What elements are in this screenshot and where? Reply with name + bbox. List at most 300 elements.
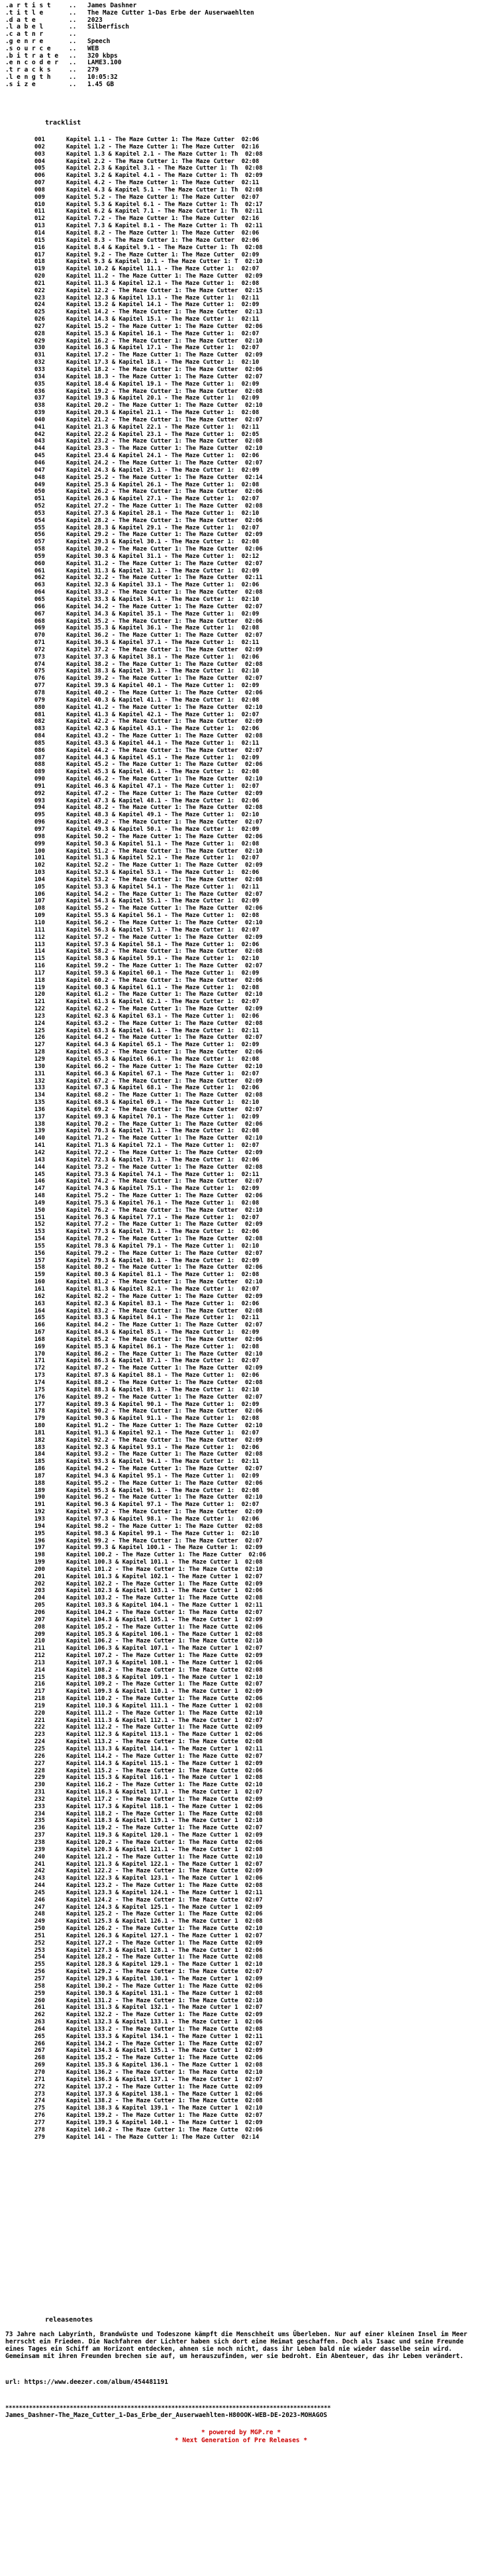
track-number: 089 <box>34 769 45 776</box>
track-row <box>34 1401 266 1409</box>
track-number: 017 <box>34 251 45 258</box>
track-title: Kapitel 55.2 - The Maze Cutter 1: The Maze Cutter 02:06 <box>66 905 263 912</box>
track-row <box>34 1458 266 1466</box>
track-title: Kapitel 62.2 - The Maze Cutter 1: The Maze Cutter 02:09 <box>66 1006 263 1013</box>
track-number: 035 <box>34 380 45 388</box>
track-title: Kapitel 116.3 & Kapitel 117.1 - The Maze Cutter 1 02:07 <box>66 1789 263 1796</box>
track-row <box>34 1581 266 1588</box>
track-number: 152 <box>34 1221 45 1228</box>
track-row <box>34 252 266 259</box>
track-row <box>34 338 266 345</box>
track-row <box>34 1803 266 1811</box>
track-number: 243 <box>34 1875 45 1882</box>
track-title: Kapitel 84.2 - The Maze Cutter 1: The Maze Cutter 02:07 <box>66 1322 263 1329</box>
track-row <box>34 561 266 568</box>
track-number: 054 <box>34 517 45 524</box>
track-row <box>34 517 266 525</box>
track-row <box>34 431 266 439</box>
track-title: Kapitel 46.3 & Kapitel 47.1 - The Maze Cutter 1: 02:07 <box>66 782 260 790</box>
track-row <box>34 1063 266 1071</box>
track-number: 007 <box>34 180 45 187</box>
track-row <box>34 1717 266 1725</box>
track-row <box>34 503 266 510</box>
track-title: Kapitel 71.3 & Kapitel 72.1 - The Maze Cutter 1: 02:07 <box>66 1142 260 1150</box>
track-number: 203 <box>34 1587 45 1595</box>
track-title: Kapitel 73.2 - The Maze Cutter 1: The Maze Cutter 02:08 <box>66 1163 263 1171</box>
track-row <box>34 697 266 704</box>
track-number: 242 <box>34 1868 45 1875</box>
track-title: Kapitel 65.3 & Kapitel 66.1 - The Maze Cutter 1: 02:08 <box>66 1056 260 1063</box>
track-row <box>34 2004 266 2012</box>
track-title: Kapitel 63.3 & Kapitel 64.1 - The Maze Cutter 1: 02:11 <box>66 1027 260 1034</box>
track-number: 264 <box>34 2025 45 2033</box>
track-title: Kapitel 111.2 - The Maze Cutter 1: The Maze Cutte 02:10 <box>66 1709 263 1717</box>
tracklist <box>34 136 266 2141</box>
track-number: 130 <box>34 1063 45 1070</box>
track-number: 121 <box>34 998 45 1006</box>
meta-key: .d a t e <box>5 16 36 24</box>
track-number: 267 <box>34 2047 45 2055</box>
track-row <box>34 323 266 331</box>
track-row <box>34 2134 266 2141</box>
track-row <box>34 295 266 302</box>
track-title: Kapitel 90.3 & Kapitel 91.1 - The Maze Cutter 1: 02:08 <box>66 1415 260 1422</box>
track-row <box>34 136 266 144</box>
track-row <box>34 1387 266 1394</box>
track-number: 063 <box>34 582 45 589</box>
track-title: Kapitel 67.2 - The Maze Cutter 1: The Maze Cutter 02:09 <box>66 1077 263 1085</box>
track-row <box>34 991 266 998</box>
track-number: 023 <box>34 294 45 301</box>
track-row <box>34 309 266 316</box>
meta-key: .a r t i s t <box>5 2 51 9</box>
track-number: 247 <box>34 1904 45 1911</box>
track-row <box>34 819 266 826</box>
track-title: Kapitel 132.3 & Kapitel 133.1 - The Maze Cutter 1 02:06 <box>66 2019 263 2026</box>
track-row <box>34 769 266 776</box>
track-number: 038 <box>34 402 45 409</box>
track-row <box>34 1078 266 1085</box>
track-number: 161 <box>34 1286 45 1293</box>
track-number: 042 <box>34 431 45 438</box>
track-row <box>34 1020 266 1028</box>
track-row <box>34 1128 266 1135</box>
track-title: Kapitel 64.3 & Kapitel 65.1 - The Maze Cutter 1: 02:09 <box>66 1042 260 1049</box>
track-number: 205 <box>34 1602 45 1609</box>
track-title: Kapitel 140.2 - The Maze Cutter 1: The Maze Cutte 02:06 <box>66 2126 263 2133</box>
track-title: Kapitel 55.3 & Kapitel 56.1 - The Maze Cutter 1: 02:08 <box>66 912 260 920</box>
track-row <box>34 1695 266 1703</box>
track-number: 258 <box>34 1982 45 1990</box>
track-number: 197 <box>34 1544 45 1552</box>
track-title: Kapitel 1.2 - The Maze Cutter 1: The Maze Cutter 02:16 <box>66 143 260 150</box>
divider-stars: ************************************************************************************************ <box>5 2405 331 2412</box>
track-row <box>34 1523 266 1530</box>
track-number: 210 <box>34 1638 45 1645</box>
track-number: 080 <box>34 704 45 711</box>
track-number: 140 <box>34 1135 45 1142</box>
track-number: 100 <box>34 847 45 855</box>
track-number: 169 <box>34 1343 45 1350</box>
track-row <box>34 482 266 489</box>
track-title: Kapitel 23.4 & Kapitel 24.1 - The Maze Cutter 1: 02:06 <box>66 453 260 460</box>
track-title: Kapitel 20.2 - The Maze Cutter 1: The Maze Cutter 02:10 <box>66 402 263 409</box>
track-number: 026 <box>34 316 45 323</box>
track-row <box>34 654 266 661</box>
track-number: 113 <box>34 941 45 948</box>
track-row <box>34 2041 266 2048</box>
meta-key: .t r a c k s <box>5 66 51 74</box>
track-title: Kapitel 77.3 & Kapitel 78.1 - The Maze Cutter 1: 02:06 <box>66 1228 260 1236</box>
track-title: Kapitel 110.2 - The Maze Cutter 1: The Maze Cutte 02:06 <box>66 1695 263 1703</box>
track-row <box>34 230 266 237</box>
track-row <box>34 1796 266 1803</box>
track-number: 250 <box>34 1925 45 1933</box>
track-number: 009 <box>34 193 45 201</box>
track-title: Kapitel 86.2 - The Maze Cutter 1: The Maze Cutter 02:10 <box>66 1350 263 1358</box>
track-row <box>34 2120 266 2127</box>
track-number: 164 <box>34 1307 45 1315</box>
track-title: Kapitel 118.2 - The Maze Cutter 1: The Maze Cutte 02:08 <box>66 1810 263 1817</box>
track-title: Kapitel 107.3 & Kapitel 108.1 - The Maze Cutter 1 02:06 <box>66 1659 263 1666</box>
track-row <box>34 208 266 215</box>
track-row <box>34 1832 266 1839</box>
album-url: url: https://www.deezer.com/album/454481191 <box>5 2379 168 2386</box>
track-row <box>34 288 266 295</box>
track-row <box>34 977 266 985</box>
meta-key: .s o u r c e <box>5 44 51 52</box>
track-number: 074 <box>34 661 45 668</box>
release-description: 73 Jahre nach Labyrinth, Brandwüste und Todeszone kämpft die Menschheit ums Überleben. Nur auf einer kleinen Insel im Meer herrscht ein Frieden. Die Nachfahren der Lichter haben sich dort eine Heimat geschaffen. Doch als Isaac und seine Freunde eines Tages ein Schiff am Horizont entdecken, ahnen sie noch nicht, dass ihr Leben bald nie wieder dasselbe sein wird. Gemeinsam mit ihren Freunden brechen sie auf, um herauszufinden, wer sie bedroht. Ein Abenteuer, das ihr Leben verändert. <box>5 2331 467 2360</box>
track-title: Kapitel 59.3 & Kapitel 60.1 - The Maze Cutter 1: 02:09 <box>66 969 260 977</box>
track-number: 137 <box>34 1113 45 1120</box>
meta-value: 2023 <box>87 16 103 24</box>
track-number: 156 <box>34 1250 45 1257</box>
track-title: Kapitel 80.2 - The Maze Cutter 1: The Maze Cutter 02:06 <box>66 1264 263 1271</box>
track-number: 158 <box>34 1264 45 1271</box>
track-row <box>34 1825 266 1832</box>
track-title: Kapitel 30.2 - The Maze Cutter 1: The Maze Cutter 02:06 <box>66 546 263 553</box>
track-title: Kapitel 26.2 - The Maze Cutter 1: The Maze Cutter 02:06 <box>66 488 263 496</box>
track-number: 142 <box>34 1149 45 1156</box>
track-row <box>34 1308 266 1315</box>
track-number: 055 <box>34 524 45 531</box>
track-title: Kapitel 68.3 & Kapitel 69.1 - The Maze Cutter 1: 02:10 <box>66 1099 260 1106</box>
track-number: 232 <box>34 1796 45 1803</box>
track-row <box>34 1875 266 1882</box>
track-number: 160 <box>34 1279 45 1286</box>
track-title: Kapitel 118.3 & Kapitel 119.1 - The Maze Cutter 1 02:10 <box>66 1817 263 1825</box>
track-number: 019 <box>34 266 45 273</box>
track-number: 082 <box>34 718 45 725</box>
track-number: 114 <box>34 948 45 955</box>
track-row <box>34 144 266 151</box>
track-title: Kapitel 138.2 - The Maze Cutter 1: The Maze Cutte 02:08 <box>66 2098 263 2105</box>
track-number: 225 <box>34 1746 45 1752</box>
track-row <box>34 1444 266 1452</box>
track-number: 276 <box>34 2112 45 2120</box>
track-number: 135 <box>34 1099 45 1106</box>
track-title: Kapitel 121.2 - The Maze Cutter 1: The Maze Cutte 02:10 <box>66 1853 263 1860</box>
track-row <box>34 1279 266 1286</box>
track-title: Kapitel 48.2 - The Maze Cutter 1: The Maze Cutter 02:08 <box>66 804 263 812</box>
track-number: 129 <box>34 1056 45 1063</box>
track-row <box>34 1746 266 1753</box>
track-title: Kapitel 39.2 - The Maze Cutter 1: The Maze Cutter 02:07 <box>66 675 263 682</box>
track-row <box>34 381 266 388</box>
track-number: 050 <box>34 488 45 496</box>
track-row <box>34 1157 266 1164</box>
track-row <box>34 1724 266 1731</box>
track-row <box>34 912 266 920</box>
track-number: 001 <box>34 136 45 143</box>
track-number: 107 <box>34 898 45 905</box>
track-number: 079 <box>34 696 45 704</box>
track-title: Kapitel 130.2 - The Maze Cutter 1: The Maze Cutte 02:06 <box>66 1982 263 1990</box>
track-title: Kapitel 11.2 - The Maze Cutter 1: The Maze Cutter 02:09 <box>66 273 263 280</box>
track-row <box>34 747 266 755</box>
track-number: 259 <box>34 1990 45 1997</box>
track-number: 148 <box>34 1193 45 1200</box>
track-title: Kapitel 70.2 - The Maze Cutter 1: The Maze Cutter 02:06 <box>66 1120 263 1128</box>
track-title: Kapitel 74.2 - The Maze Cutter 1: The Maze Cutter 02:07 <box>66 1178 263 1185</box>
track-title: Kapitel 54.2 - The Maze Cutter 1: The Maze Cutter 02:07 <box>66 890 263 898</box>
meta-key: .l e n g t h <box>5 73 51 81</box>
track-number: 263 <box>34 2019 45 2026</box>
track-row <box>34 2012 266 2019</box>
track-title: Kapitel 12.2 - The Maze Cutter 1: The Maze Cutter 02:15 <box>66 287 263 294</box>
track-number: 198 <box>34 1552 45 1559</box>
track-row <box>34 223 266 230</box>
track-title: Kapitel 18.2 - The Maze Cutter 1: The Maze Cutter 02:06 <box>66 366 263 373</box>
track-number: 002 <box>34 143 45 150</box>
track-title: Kapitel 108.3 & Kapitel 109.1 - The Maze Cutter 1 02:10 <box>66 1674 263 1681</box>
track-title: Kapitel 42.3 & Kapitel 43.1 - The Maze Cutter 1: 02:06 <box>66 725 260 733</box>
meta-key: .e n c o d e r <box>5 59 59 67</box>
track-row <box>34 1042 266 1049</box>
track-title: Kapitel 124.2 - The Maze Cutter 1: The Maze Cutte 02:07 <box>66 1896 263 1904</box>
track-number: 272 <box>34 2083 45 2090</box>
track-number: 103 <box>34 869 45 877</box>
track-title: Kapitel 123.3 & Kapitel 124.1 - The Maze Cutter 1 02:11 <box>66 1889 263 1896</box>
track-title: Kapitel 32.3 & Kapitel 33.1 - The Maze Cutter 1: 02:06 <box>66 582 260 589</box>
track-number: 231 <box>34 1789 45 1796</box>
track-title: Kapitel 2.2 - The Maze Cutter 1: The Maze Cutter 02:08 <box>66 158 260 165</box>
track-row <box>34 1034 266 1042</box>
meta-value: The Maze Cutter 1-Das Erbe der Auserwaehlten <box>87 9 254 17</box>
track-row <box>34 582 266 589</box>
track-number: 138 <box>34 1120 45 1128</box>
track-number: 174 <box>34 1379 45 1386</box>
track-title: Kapitel 92.2 - The Maze Cutter 1: The Maze Cutter 02:09 <box>66 1436 263 1444</box>
track-title: Kapitel 4.3 & Kapitel 5.1 - The Maze Cutter 1: Th 02:08 <box>66 186 263 193</box>
track-title: Kapitel 65.2 - The Maze Cutter 1: The Maze Cutter 02:06 <box>66 1049 263 1056</box>
track-row <box>34 647 266 654</box>
track-row <box>34 1466 266 1473</box>
track-title: Kapitel 106.2 - The Maze Cutter 1: The Maze Cutte 02:10 <box>66 1638 263 1645</box>
track-row <box>34 1142 266 1150</box>
track-number: 067 <box>34 610 45 617</box>
track-row <box>34 1106 266 1114</box>
track-number: 212 <box>34 1652 45 1660</box>
track-row <box>34 1422 266 1430</box>
track-row <box>34 1487 266 1495</box>
track-number: 045 <box>34 453 45 460</box>
track-number: 048 <box>34 474 45 481</box>
track-number: 271 <box>34 2076 45 2083</box>
track-number: 245 <box>34 1889 45 1896</box>
track-number: 213 <box>34 1659 45 1666</box>
track-number: 124 <box>34 1020 45 1027</box>
track-number: 211 <box>34 1645 45 1652</box>
track-title: Kapitel 21.2 - The Maze Cutter 1: The Maze Cutter 02:07 <box>66 416 263 423</box>
track-number: 010 <box>34 201 45 208</box>
track-number: 072 <box>34 646 45 653</box>
track-number: 223 <box>34 1731 45 1739</box>
track-number: 087 <box>34 754 45 761</box>
track-title: Kapitel 127.3 & Kapitel 128.1 - The Maze Cutter 1 02:06 <box>66 1947 263 1954</box>
track-number: 224 <box>34 1739 45 1746</box>
track-row <box>34 1228 266 1236</box>
track-number: 075 <box>34 668 45 675</box>
track-row <box>34 1379 266 1387</box>
track-row <box>34 690 266 697</box>
track-row <box>34 1544 266 1552</box>
track-row <box>34 1538 266 1545</box>
track-number: 269 <box>34 2062 45 2069</box>
track-row <box>34 755 266 762</box>
track-title: Kapitel 81.3 & Kapitel 82.1 - The Maze Cutter 1: 02:07 <box>66 1286 260 1293</box>
track-row <box>34 1164 266 1171</box>
track-title: Kapitel 16.2 - The Maze Cutter 1: The Maze Cutter 02:10 <box>66 337 263 345</box>
track-title: Kapitel 108.2 - The Maze Cutter 1: The Maze Cutte 02:08 <box>66 1666 263 1674</box>
track-number: 052 <box>34 503 45 510</box>
track-row <box>34 869 266 877</box>
track-number: 254 <box>34 1954 45 1961</box>
track-row <box>34 1329 266 1336</box>
track-row <box>34 445 266 453</box>
track-title: Kapitel 122.2 - The Maze Cutter 1: The Maze Cutte 02:09 <box>66 1868 263 1875</box>
track-row <box>34 963 266 970</box>
track-row <box>34 1854 266 1861</box>
track-title: Kapitel 125.2 - The Maze Cutter 1: The Maze Cutte 02:06 <box>66 1911 263 1918</box>
track-row <box>34 848 266 855</box>
track-title: Kapitel 141 - The Maze Cutter 1: The Maze Cutter 02:14 <box>66 2133 260 2141</box>
track-title: Kapitel 120.3 & Kapitel 121.1 - The Maze Cutter 1 02:08 <box>66 1846 263 1853</box>
track-row <box>34 1494 266 1501</box>
track-row <box>34 2019 266 2026</box>
track-title: Kapitel 93.2 - The Maze Cutter 1: The Maze Cutter 02:08 <box>66 1451 263 1458</box>
track-number: 018 <box>34 258 45 266</box>
track-title: Kapitel 26.3 & Kapitel 27.1 - The Maze Cutter 1: 02:07 <box>66 496 260 503</box>
track-row <box>34 1437 266 1444</box>
track-row <box>34 388 266 396</box>
track-title: Kapitel 119.2 - The Maze Cutter 1: The Maze Cutte 02:07 <box>66 1825 263 1832</box>
track-row <box>34 639 266 647</box>
track-title: Kapitel 27.3 & Kapitel 28.1 - The Maze Cutter 1: 02:10 <box>66 510 260 517</box>
track-number: 034 <box>34 373 45 380</box>
track-row <box>34 1968 266 1976</box>
track-number: 235 <box>34 1817 45 1825</box>
track-number: 068 <box>34 617 45 625</box>
track-row <box>34 920 266 927</box>
track-row <box>34 1236 266 1243</box>
releasenotes-heading: releasenotes <box>45 2316 93 2324</box>
track-row <box>34 804 266 812</box>
track-number: 006 <box>34 172 45 180</box>
track-row <box>34 2026 266 2033</box>
track-number: 261 <box>34 2004 45 2012</box>
track-number: 051 <box>34 496 45 503</box>
track-title: Kapitel 106.3 & Kapitel 107.1 - The Maze Cutter 1 02:07 <box>66 1645 263 1652</box>
track-number: 253 <box>34 1947 45 1954</box>
track-title: Kapitel 120.2 - The Maze Cutter 1: The Maze Cutte 02:06 <box>66 1839 263 1846</box>
track-title: Kapitel 88.3 & Kapitel 89.1 - The Maze Cutter 1: 02:10 <box>66 1386 260 1393</box>
track-row <box>34 790 266 798</box>
track-title: Kapitel 50.2 - The Maze Cutter 1: The Maze Cutter 02:06 <box>66 833 263 840</box>
track-title: Kapitel 14.3 & Kapitel 15.1 - The Maze Cutter 1: 02:11 <box>66 316 260 323</box>
track-number: 032 <box>34 359 45 366</box>
track-row <box>34 510 266 517</box>
track-title: Kapitel 87.2 - The Maze Cutter 1: The Maze Cutter 02:09 <box>66 1365 263 1372</box>
track-row <box>34 151 266 158</box>
track-row <box>34 1602 266 1609</box>
track-number: 036 <box>34 388 45 395</box>
track-title: Kapitel 63.2 - The Maze Cutter 1: The Maze Cutter 02:08 <box>66 1020 263 1027</box>
track-number: 110 <box>34 919 45 926</box>
track-title: Kapitel 82.3 & Kapitel 83.1 - The Maze Cutter 1: 02:06 <box>66 1300 260 1307</box>
track-title: Kapitel 52.3 & Kapitel 53.1 - The Maze Cutter 1: 02:06 <box>66 869 260 877</box>
track-row <box>34 1135 266 1142</box>
track-row <box>34 165 266 172</box>
track-number: 244 <box>34 1882 45 1890</box>
track-number: 193 <box>34 1516 45 1523</box>
track-title: Kapitel 76.2 - The Maze Cutter 1: The Maze Cutter 02:10 <box>66 1207 263 1214</box>
track-number: 132 <box>34 1077 45 1085</box>
track-number: 003 <box>34 150 45 158</box>
track-row <box>34 1624 266 1631</box>
track-number: 228 <box>34 1767 45 1774</box>
meta-value: WEB <box>87 44 99 52</box>
track-row <box>34 668 266 675</box>
track-number: 147 <box>34 1185 45 1193</box>
track-title: Kapitel 53.2 - The Maze Cutter 1: The Maze Cutter 02:08 <box>66 876 263 883</box>
meta-separator: .. <box>69 44 77 52</box>
track-title: Kapitel 49.3 & Kapitel 50.1 - The Maze Cutter 1: 02:09 <box>66 826 260 833</box>
track-title: Kapitel 121.3 & Kapitel 122.1 - The Maze Cutter 1 02:07 <box>66 1860 263 1868</box>
track-number: 204 <box>34 1595 45 1602</box>
track-title: Kapitel 37.2 - The Maze Cutter 1: The Maze Cutter 02:09 <box>66 646 263 653</box>
track-number: 098 <box>34 833 45 840</box>
track-row <box>34 1509 266 1516</box>
meta-separator: .. <box>69 52 77 60</box>
track-number: 004 <box>34 158 45 165</box>
track-row <box>34 1221 266 1228</box>
track-title: Kapitel 86.3 & Kapitel 87.1 - The Maze Cutter 1: 02:07 <box>66 1358 260 1365</box>
track-row <box>34 525 266 532</box>
track-row <box>34 2112 266 2120</box>
track-title: Kapitel 91.3 & Kapitel 92.1 - The Maze Cutter 1: 02:07 <box>66 1429 260 1436</box>
track-title: Kapitel 60.3 & Kapitel 61.1 - The Maze Cutter 1: 02:08 <box>66 984 260 991</box>
track-number: 191 <box>34 1501 45 1509</box>
track-title: Kapitel 33.3 & Kapitel 34.1 - The Maze Cutter 1: 02:10 <box>66 596 260 603</box>
track-row <box>34 1114 266 1121</box>
track-title: Kapitel 81.2 - The Maze Cutter 1: The Maze Cutter 02:10 <box>66 1279 263 1286</box>
track-title: Kapitel 89.2 - The Maze Cutter 1: The Maze Cutter 02:07 <box>66 1393 263 1401</box>
track-number: 015 <box>34 237 45 244</box>
track-title: Kapitel 29.3 & Kapitel 30.1 - The Maze Cutter 1: 02:08 <box>66 539 260 546</box>
track-row <box>34 539 266 546</box>
